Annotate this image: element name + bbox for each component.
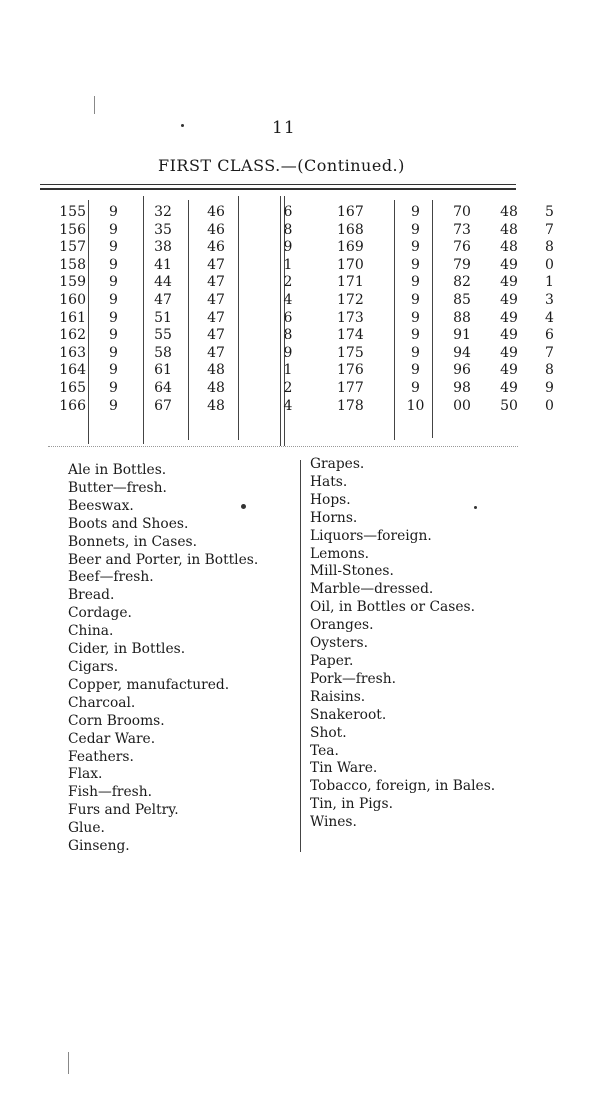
table-cell: 1 xyxy=(283,256,293,273)
table-cell: 168 xyxy=(337,221,364,238)
rates-table xyxy=(48,204,567,415)
table-cell: 94 xyxy=(453,344,471,361)
table-cell: 49 xyxy=(500,274,518,291)
table-row xyxy=(48,398,567,416)
table-cell: 162 xyxy=(59,327,86,344)
table-cell: 161 xyxy=(59,309,86,326)
table-cell: 48 xyxy=(207,362,225,379)
table-cell: 170 xyxy=(337,256,364,273)
table-row xyxy=(48,327,567,345)
table-cell: 167 xyxy=(337,204,364,220)
table-cell: 82 xyxy=(453,274,471,291)
table-cell: 9 xyxy=(109,204,118,220)
table-cell: 41 xyxy=(154,256,172,273)
table-cell: 73 xyxy=(453,221,471,238)
table-cell: 49 xyxy=(500,344,518,361)
article-item: Beeswax. xyxy=(68,497,134,514)
table-cell: 9 xyxy=(109,379,118,396)
table-cell: 9 xyxy=(109,274,118,291)
table-cell: 00 xyxy=(453,397,471,414)
table-cell: 166 xyxy=(59,397,86,414)
table-cell: 9 xyxy=(109,291,118,308)
article-item: Tea. xyxy=(310,742,339,759)
table-cell: 47 xyxy=(207,291,225,308)
table-cell: 178 xyxy=(337,397,364,414)
table-cell: 175 xyxy=(337,344,364,361)
table-cell: 35 xyxy=(154,221,172,238)
table-cell: 9 xyxy=(411,221,420,238)
table-cell: 6 xyxy=(545,327,554,344)
table-row xyxy=(48,292,567,310)
table-cell: 9 xyxy=(411,291,420,308)
article-item: Paper. xyxy=(310,652,354,669)
table-cell: 48 xyxy=(500,204,518,220)
table-cell: 8 xyxy=(545,239,554,256)
ink-speck xyxy=(241,504,246,509)
table-cell: 0 xyxy=(545,397,554,414)
table-cell: 9 xyxy=(109,344,118,361)
table-row xyxy=(48,239,567,257)
table-cell: 165 xyxy=(59,379,86,396)
table-cell: 159 xyxy=(59,274,86,291)
article-item: Liquors—foreign. xyxy=(310,527,432,544)
table-cell: 4 xyxy=(283,397,293,414)
table-cell: 32 xyxy=(154,204,172,220)
table-cell: 9 xyxy=(411,362,420,379)
table-row xyxy=(48,204,567,222)
table-cell: 76 xyxy=(453,239,471,256)
table-cell: 48 xyxy=(500,239,518,256)
table-cell: 46 xyxy=(207,204,225,220)
article-item: Horns. xyxy=(310,509,358,526)
table-cell: 6 xyxy=(283,204,293,220)
table-cell: 9 xyxy=(411,344,420,361)
table-cell: 0 xyxy=(545,256,554,273)
table-cell: 4 xyxy=(283,291,293,308)
table-cell: 70 xyxy=(453,204,471,220)
table-cell: 9 xyxy=(109,239,118,256)
table-cell: 169 xyxy=(337,239,364,256)
table-cell: 9 xyxy=(109,309,118,326)
article-item: Hops. xyxy=(310,491,351,508)
table-cell: 9 xyxy=(411,327,420,344)
table-cell: 8 xyxy=(283,327,293,344)
table-cell: 2 xyxy=(283,274,293,291)
table-cell: 9 xyxy=(411,309,420,326)
table-cell: 3 xyxy=(545,291,554,308)
table-cell: 174 xyxy=(337,327,364,344)
table-cell: 44 xyxy=(154,274,172,291)
table-cell: 163 xyxy=(59,344,86,361)
article-item: Flax. xyxy=(68,766,103,783)
table-cell: 173 xyxy=(337,309,364,326)
article-item: Tin Ware. xyxy=(310,760,378,777)
article-item: Snakeroot. xyxy=(310,706,387,723)
table-cell: 51 xyxy=(154,309,172,326)
article-item: Pork—fresh. xyxy=(310,670,397,687)
page-number: 11 xyxy=(272,118,296,138)
table-cell: 9 xyxy=(109,362,118,379)
article-item: Glue. xyxy=(68,820,105,837)
table-cell: 9 xyxy=(109,221,118,238)
table-cell: 50 xyxy=(500,397,518,414)
article-item: Furs and Peltry. xyxy=(68,802,179,819)
table-cell: 177 xyxy=(337,379,364,396)
table-cell: 176 xyxy=(337,362,364,379)
table-cell: 171 xyxy=(337,274,364,291)
table-cell: 48 xyxy=(207,379,225,396)
article-item: Beer and Porter, in Bottles. xyxy=(68,551,259,568)
table-cell: 155 xyxy=(59,204,86,220)
articles-divider xyxy=(300,460,301,852)
article-item: China. xyxy=(68,623,114,640)
table-row xyxy=(48,345,567,363)
table-cell: 9 xyxy=(411,239,420,256)
table-cell: 9 xyxy=(411,204,420,220)
table-cell: 1 xyxy=(283,362,293,379)
article-item: Cider, in Bottles. xyxy=(68,641,186,658)
article-item: Ale in Bottles. xyxy=(68,462,167,478)
table-cell: 98 xyxy=(453,379,471,396)
article-item: Bonnets, in Cases. xyxy=(68,533,197,550)
article-item: Mill-Stones. xyxy=(310,563,394,580)
article-item: Beef—fresh. xyxy=(68,569,154,586)
page-title: FIRST CLASS.—(Continued.) xyxy=(158,156,405,175)
table-row xyxy=(48,257,567,275)
table-cell: 160 xyxy=(59,291,86,308)
article-item: Oil, in Bottles or Cases. xyxy=(310,599,475,616)
header-rule-top xyxy=(40,184,516,185)
table-cell: 47 xyxy=(207,309,225,326)
articles-list-left xyxy=(68,462,258,856)
table-row xyxy=(48,222,567,240)
table-cell: 7 xyxy=(545,221,554,238)
article-item: Butter—fresh. xyxy=(68,479,167,496)
article-item: Hats. xyxy=(310,473,348,490)
article-item: Cedar Ware. xyxy=(68,730,156,747)
article-item: Charcoal. xyxy=(68,694,136,711)
table-cell: 49 xyxy=(500,327,518,344)
article-item: Marble—dressed. xyxy=(310,581,434,598)
article-item: Feathers. xyxy=(68,748,134,765)
table-cell: 58 xyxy=(154,344,172,361)
table-cell: 38 xyxy=(154,239,172,256)
article-item: Tobacco, foreign, in Bales. xyxy=(310,778,496,795)
table-cell: 47 xyxy=(207,274,225,291)
article-item: Tin, in Pigs. xyxy=(310,796,393,813)
article-item: Boots and Shoes. xyxy=(68,515,189,532)
article-item: Shot. xyxy=(310,724,347,741)
scan-mark xyxy=(68,1052,69,1074)
table-cell: 49 xyxy=(500,291,518,308)
table-cell: 9 xyxy=(411,274,420,291)
article-item: Grapes. xyxy=(310,456,365,472)
table-row xyxy=(48,274,567,292)
table-cell: 9 xyxy=(411,256,420,273)
article-item: Copper, manufactured. xyxy=(68,676,230,693)
table-cell: 8 xyxy=(545,362,554,379)
table-cell: 46 xyxy=(207,239,225,256)
header-rule-bottom xyxy=(40,188,516,190)
table-row xyxy=(48,310,567,328)
table-cell: 48 xyxy=(500,221,518,238)
table-cell: 10 xyxy=(406,397,425,414)
article-item: Wines. xyxy=(310,814,357,831)
table-cell: 9 xyxy=(109,397,118,414)
table-cell: 79 xyxy=(453,256,471,273)
table-cell: 4 xyxy=(545,309,554,326)
table-cell: 172 xyxy=(337,291,364,308)
table-cell: 61 xyxy=(154,362,172,379)
article-item: Cigars. xyxy=(68,658,119,675)
table-cell: 156 xyxy=(59,221,86,238)
article-item: Oysters. xyxy=(310,635,368,652)
table-cell: 9 xyxy=(109,327,118,344)
table-cell: 91 xyxy=(453,327,471,344)
table-cell: 164 xyxy=(59,362,86,379)
table-cell: 7 xyxy=(545,344,554,361)
table-cell: 47 xyxy=(207,256,225,273)
table-cell: 96 xyxy=(453,362,471,379)
table-cell: 2 xyxy=(283,379,293,396)
table-row xyxy=(48,380,567,398)
article-item: Corn Brooms. xyxy=(68,712,165,729)
table-cell: 46 xyxy=(207,221,225,238)
article-item: Oranges. xyxy=(310,617,374,634)
articles-list-right xyxy=(310,456,495,832)
table-cell: 67 xyxy=(154,397,172,414)
table-bottom-rule xyxy=(48,446,518,447)
article-item: Ginseng. xyxy=(68,838,130,855)
table-cell: 85 xyxy=(453,291,471,308)
ink-speck xyxy=(474,506,477,509)
table-cell: 47 xyxy=(207,327,225,344)
table-cell: 9 xyxy=(283,344,293,361)
table-cell: 9 xyxy=(283,239,293,256)
table-cell: 9 xyxy=(545,379,554,396)
table-cell: 9 xyxy=(109,256,118,273)
table-cell: 157 xyxy=(59,239,86,256)
table-cell: 5 xyxy=(545,204,554,220)
table-cell: 1 xyxy=(545,274,554,291)
table-cell: 49 xyxy=(500,362,518,379)
table-cell: 64 xyxy=(154,379,172,396)
table-cell: 88 xyxy=(453,309,471,326)
table-row xyxy=(48,362,567,380)
table-cell: 9 xyxy=(411,379,420,396)
article-item: Fish—fresh. xyxy=(68,784,152,801)
table-cell: 48 xyxy=(207,397,225,414)
ink-speck xyxy=(181,124,184,127)
article-item: Raisins. xyxy=(310,688,366,705)
table-cell: 49 xyxy=(500,256,518,273)
table-cell: 47 xyxy=(207,344,225,361)
scan-mark xyxy=(94,96,95,114)
table-cell: 49 xyxy=(500,309,518,326)
table-cell: 49 xyxy=(500,379,518,396)
table-cell: 8 xyxy=(283,221,293,238)
table-cell: 6 xyxy=(283,309,293,326)
table-cell: 55 xyxy=(154,327,172,344)
article-item: Bread. xyxy=(68,587,115,604)
table-cell: 47 xyxy=(154,291,172,308)
article-item: Cordage. xyxy=(68,605,132,622)
article-item: Lemons. xyxy=(310,545,370,562)
table-cell: 158 xyxy=(59,256,86,273)
